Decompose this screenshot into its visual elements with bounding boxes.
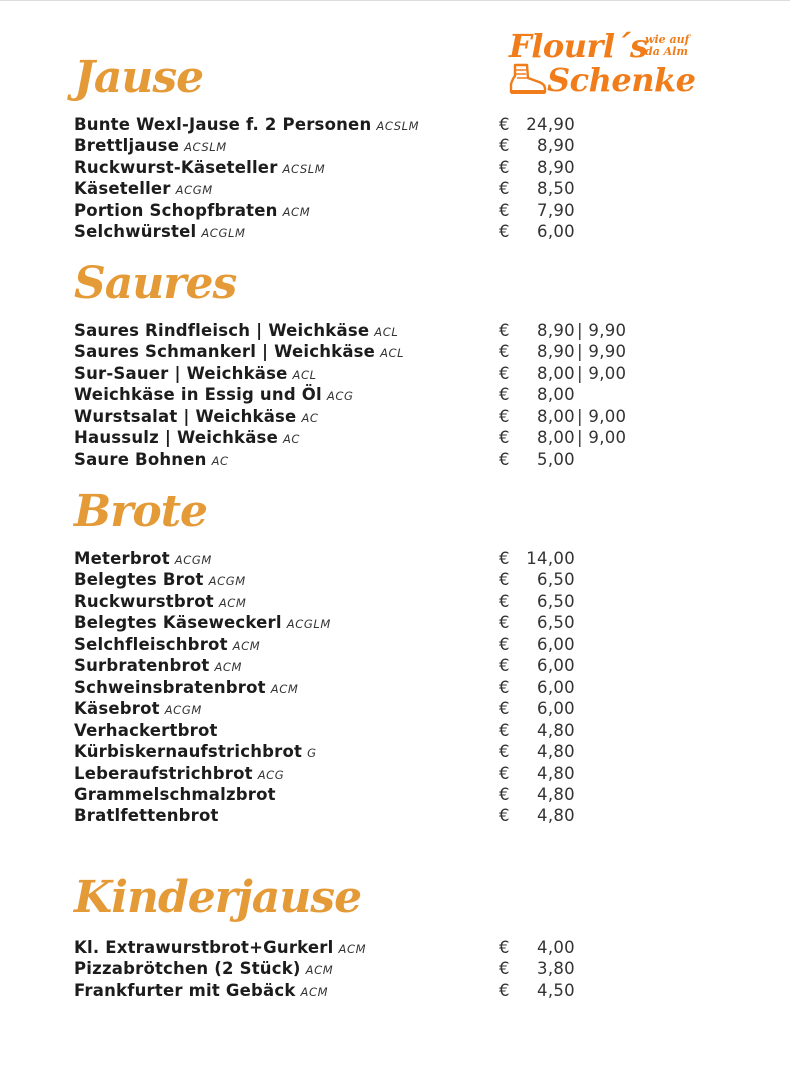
price: 6,50 <box>537 613 575 633</box>
price-alternative: | 9,90 <box>577 321 627 340</box>
menu-item-label: Surbratenbrot <box>74 656 210 676</box>
menu-item-label: Grammelschmalzbrot <box>74 784 276 804</box>
allergen-codes: ACL <box>380 346 405 361</box>
menu-item-name <box>74 677 298 700</box>
allergen-codes: ACGM <box>208 574 246 589</box>
menu-item-label: Kl. Extrawurstbrot+Gurkerl <box>74 938 334 957</box>
section-title-saures: Saures <box>74 258 237 309</box>
menu-item-name <box>74 741 317 764</box>
allergen-codes: ACSLM <box>376 119 420 133</box>
currency-symbol: € <box>499 699 510 719</box>
menu-item-name <box>74 805 219 827</box>
menu-item <box>74 805 714 827</box>
menu-item-label: Käsebrot <box>74 699 160 719</box>
allergen-codes: ACM <box>214 660 243 675</box>
currency-symbol: € <box>499 938 510 957</box>
menu-item-label: Saures Schmankerl | Weichkäse <box>74 342 376 362</box>
price: 6,50 <box>537 591 575 611</box>
menu-item-name <box>74 341 404 364</box>
menu-item-name <box>74 449 229 472</box>
allergen-codes: ACM <box>218 595 247 610</box>
currency-symbol: € <box>499 570 510 590</box>
currency-symbol: € <box>499 136 510 156</box>
allergen-codes: AC <box>282 432 301 447</box>
allergen-codes: ACG <box>257 767 285 782</box>
price: 4,50 <box>537 980 575 1000</box>
price: 5,00 <box>537 449 575 469</box>
menu-item-label: Meterbrot <box>74 549 170 568</box>
menu-item-label: Belegtes Brot <box>74 570 204 590</box>
logo-tagline-line1: wie auf <box>645 33 690 46</box>
menu-item <box>74 591 714 613</box>
allergen-codes: AC <box>211 453 229 468</box>
allergen-codes: AC <box>301 410 319 425</box>
menu-item-name <box>74 591 246 614</box>
allergen-codes: ACGLM <box>286 617 331 632</box>
currency-symbol: € <box>499 179 510 199</box>
allergen-codes: ACL <box>374 325 399 339</box>
price: 14,00 <box>526 549 575 568</box>
currency-symbol: € <box>499 363 510 383</box>
price: 8,90 <box>537 321 575 340</box>
menu-item-name <box>74 763 284 786</box>
allergen-codes: ACM <box>270 681 299 696</box>
menu-item <box>74 427 714 449</box>
price: 6,00 <box>537 699 575 719</box>
menu-item-label: Bratlfettenbrot <box>74 806 219 826</box>
menu-item-label: Käseteller <box>74 179 171 199</box>
menu-item-label: Ruckwurstbrot <box>74 591 214 611</box>
allergen-codes: ACSLM <box>184 140 227 155</box>
price: 6,50 <box>537 570 575 590</box>
currency-symbol: € <box>499 591 510 611</box>
currency-symbol: € <box>499 784 510 804</box>
menu-item-name <box>74 178 213 201</box>
menu-item-label: Ruckwurst-Käseteller <box>74 157 278 177</box>
currency-symbol: € <box>499 385 510 405</box>
currency-symbol: € <box>499 157 510 177</box>
currency-symbol: € <box>499 656 510 676</box>
price: 4,80 <box>537 742 575 762</box>
menu-item <box>74 157 714 179</box>
menu-item <box>74 449 714 471</box>
allergen-codes: ACGM <box>175 183 213 198</box>
menu-item <box>74 200 714 222</box>
allergen-codes: ACM <box>282 204 311 219</box>
currency-symbol: € <box>499 200 510 220</box>
menu-item-label: Pizzabrötchen (2 Stück) <box>74 959 301 979</box>
menu-item-name <box>74 980 328 1003</box>
price: 4,80 <box>537 763 575 783</box>
menu-item-label: Kürbiskernaufstrichbrot <box>74 742 303 762</box>
currency-symbol: € <box>499 449 510 469</box>
price: 7,90 <box>537 200 575 220</box>
menu-item <box>74 569 714 591</box>
currency-symbol: € <box>499 980 510 1000</box>
allergen-codes: G <box>307 746 317 761</box>
section-title-kinderjause: Kinderjause <box>74 872 362 923</box>
section-title-brote: Brote <box>74 486 208 537</box>
price-alternative: | 9,00 <box>577 406 627 426</box>
menu-item-label: Saures Rindfleisch | Weichkäse <box>74 321 370 340</box>
menu-item-label: Saure Bohnen <box>74 449 207 469</box>
menu-item-label: Weichkäse in Essig und Öl <box>74 385 322 405</box>
hiking-boot-icon <box>507 62 547 96</box>
allergen-codes: ACM <box>338 942 367 956</box>
menu-item-label: Leberaufstrichbrot <box>74 763 253 783</box>
menu-item <box>74 341 714 363</box>
page-top-border <box>0 0 790 1</box>
currency-symbol: € <box>499 406 510 426</box>
price: 6,00 <box>537 656 575 676</box>
currency-symbol: € <box>499 720 510 740</box>
price: 8,00 <box>537 428 575 448</box>
allergen-codes: ACM <box>300 984 329 999</box>
menu-item <box>74 958 714 980</box>
menu-item-label: Haussulz | Weichkäse <box>74 428 278 448</box>
menu-item-label: Brettljause <box>74 136 180 156</box>
price: 4,80 <box>537 720 575 740</box>
price-alternative: | 9,00 <box>577 428 627 448</box>
price: 8,50 <box>537 179 575 199</box>
menu-item <box>74 980 714 1002</box>
allergen-codes: ACGM <box>164 703 202 718</box>
menu-item-name <box>74 135 227 158</box>
menu-item-label: Bunte Wexl-Jause f. 2 Personen <box>74 115 372 134</box>
currency-symbol: € <box>499 742 510 762</box>
price: 8,00 <box>537 406 575 426</box>
menu-item-name <box>74 720 218 742</box>
price-alternative: | 9,00 <box>577 363 627 383</box>
menu-item-name <box>74 221 245 244</box>
menu-item <box>74 178 714 200</box>
logo-tagline <box>645 34 705 58</box>
menu-item-name <box>74 157 325 180</box>
price: 4,00 <box>537 938 575 957</box>
price: 8,00 <box>537 385 575 405</box>
menu-item-name <box>74 320 398 343</box>
menu-item-name <box>74 569 246 592</box>
section-title-jause: Jause <box>74 52 204 103</box>
price: 3,80 <box>537 959 575 979</box>
price: 4,80 <box>537 806 575 826</box>
menu-item <box>74 698 714 720</box>
allergen-codes: ACSLM <box>282 161 326 176</box>
menu-item-name <box>74 200 310 223</box>
allergen-codes: ACGLM <box>201 226 246 241</box>
menu-item <box>74 741 714 763</box>
menu-item <box>74 548 714 570</box>
currency-symbol: € <box>499 806 510 826</box>
price: 6,00 <box>537 634 575 654</box>
currency-symbol: € <box>499 321 510 340</box>
menu-item-label: Wurstsalat | Weichkäse <box>74 406 297 426</box>
allergen-codes: ACM <box>232 638 261 653</box>
logo-text-line1: Flourl´s <box>509 27 648 65</box>
menu-item <box>74 135 714 157</box>
menu-item <box>74 677 714 699</box>
price: 8,90 <box>537 136 575 156</box>
currency-symbol: € <box>499 222 510 242</box>
price-alternative: | 9,90 <box>577 342 627 362</box>
menu-item <box>74 937 714 959</box>
menu-item-label: Selchfleischbrot <box>74 634 228 654</box>
menu-item <box>74 363 714 385</box>
menu-item-label: Schweinsbratenbrot <box>74 677 266 697</box>
currency-symbol: € <box>499 342 510 362</box>
currency-symbol: € <box>499 115 510 134</box>
menu-item <box>74 784 714 806</box>
menu-item-name <box>74 958 333 981</box>
currency-symbol: € <box>499 959 510 979</box>
menu-item-name <box>74 363 317 386</box>
menu-item <box>74 221 714 243</box>
price: 24,90 <box>526 115 575 134</box>
price: 8,90 <box>537 157 575 177</box>
menu-item-label: Portion Schopfbraten <box>74 200 278 220</box>
menu-item-name <box>74 427 300 450</box>
menu-item <box>74 114 714 136</box>
menu-item-label: Sur-Sauer | Weichkäse <box>74 363 288 383</box>
menu-item <box>74 384 714 406</box>
menu-item-name <box>74 784 276 806</box>
menu-item <box>74 612 714 634</box>
menu-item-name <box>74 548 212 571</box>
currency-symbol: € <box>499 677 510 697</box>
currency-symbol: € <box>499 549 510 568</box>
menu-item <box>74 406 714 428</box>
menu-item-name <box>74 612 331 635</box>
menu-item-label: Selchwürstel <box>74 222 197 242</box>
menu-item-name <box>74 634 260 657</box>
logo-tagline-line2: da Alm <box>645 45 689 58</box>
menu-item-name <box>74 937 366 960</box>
allergen-codes: ACM <box>305 963 334 978</box>
currency-symbol: € <box>499 428 510 448</box>
currency-symbol: € <box>499 763 510 783</box>
price: 6,00 <box>537 677 575 697</box>
logo-text-line2: Schenke <box>547 61 696 99</box>
menu-item <box>74 634 714 656</box>
menu-item-name <box>74 406 319 429</box>
menu-item <box>74 720 714 742</box>
allergen-codes: ACG <box>326 389 354 404</box>
price: 4,80 <box>537 784 575 804</box>
menu-item-name <box>74 114 419 137</box>
allergen-codes: ACL <box>292 367 317 382</box>
menu-item-name <box>74 384 353 407</box>
currency-symbol: € <box>499 634 510 654</box>
price: 6,00 <box>537 222 575 242</box>
currency-symbol: € <box>499 613 510 633</box>
menu-item-label: Frankfurter mit Gebäck <box>74 980 296 1000</box>
menu-item <box>74 320 714 342</box>
price: 8,00 <box>537 363 575 383</box>
menu-item-name <box>74 655 242 678</box>
menu-item-label: Verhackertbrot <box>74 720 218 740</box>
menu-item-label: Belegtes Käseweckerl <box>74 613 282 633</box>
menu-item-name <box>74 698 202 721</box>
allergen-codes: ACGM <box>174 553 212 567</box>
restaurant-logo <box>505 28 695 104</box>
menu-item <box>74 655 714 677</box>
menu-item <box>74 763 714 785</box>
price: 8,90 <box>537 342 575 362</box>
